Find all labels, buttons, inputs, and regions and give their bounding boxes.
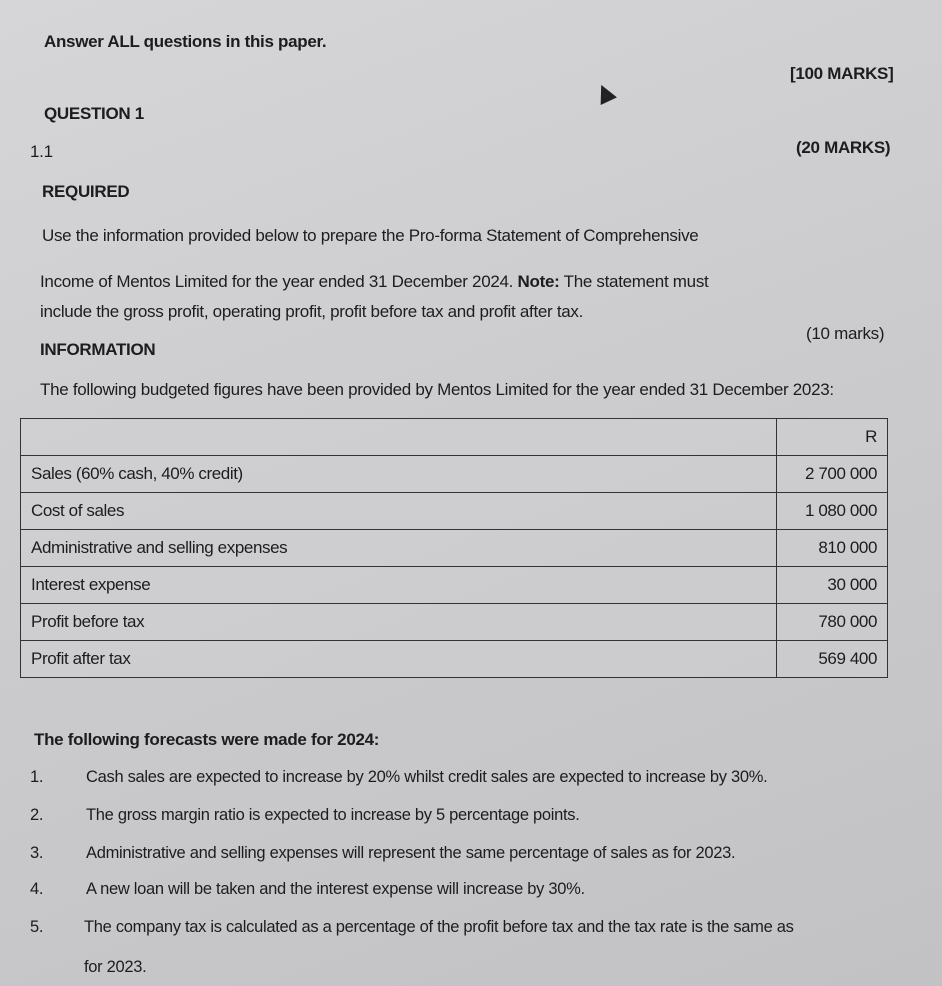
table-row: Administrative and selling expenses 810 000	[21, 530, 888, 567]
required-line-3: include the gross profit, operating profit, profit before tax and profit after tax.	[40, 302, 584, 321]
table-row: Profit before tax 780 000	[21, 604, 888, 641]
table-header-row	[21, 419, 888, 456]
budget-table	[20, 418, 888, 678]
table-row: Cost of sales 1 080 000	[21, 493, 888, 530]
question-marks: (20 MARKS)	[796, 138, 891, 157]
mouse-cursor-icon	[593, 81, 617, 105]
question-title: QUESTION 1	[44, 104, 144, 123]
table-row: Interest expense 30 000	[21, 567, 888, 604]
information-intro: The following budgeted figures have been provided by Mentos Limited for the year ended 31 December 2023:	[40, 380, 834, 399]
total-marks: [100 MARKS]	[790, 64, 894, 83]
table-row: Sales (60% cash, 40% credit) 2 700 000	[21, 456, 888, 493]
forecasts-heading: The following forecasts were made for 2024:	[34, 730, 380, 749]
required-line-1: Use the information provided below to prepare the Pro-forma Statement of Comprehensive	[42, 226, 699, 245]
information-heading: INFORMATION	[40, 340, 156, 359]
required-heading: REQUIRED	[42, 182, 130, 201]
table-row: Profit after tax 569 400	[21, 641, 888, 678]
question-number: 1.1	[30, 142, 53, 161]
forecast-item-continuation: for 2023.	[84, 958, 147, 976]
required-marks: (10 marks)	[806, 324, 885, 343]
instruction: Answer ALL questions in this paper.	[44, 32, 327, 51]
required-line-2: Income of Mentos Limited for the year ended 31 December 2024. Note: The statement must	[40, 272, 709, 291]
currency-header: R	[777, 419, 888, 456]
